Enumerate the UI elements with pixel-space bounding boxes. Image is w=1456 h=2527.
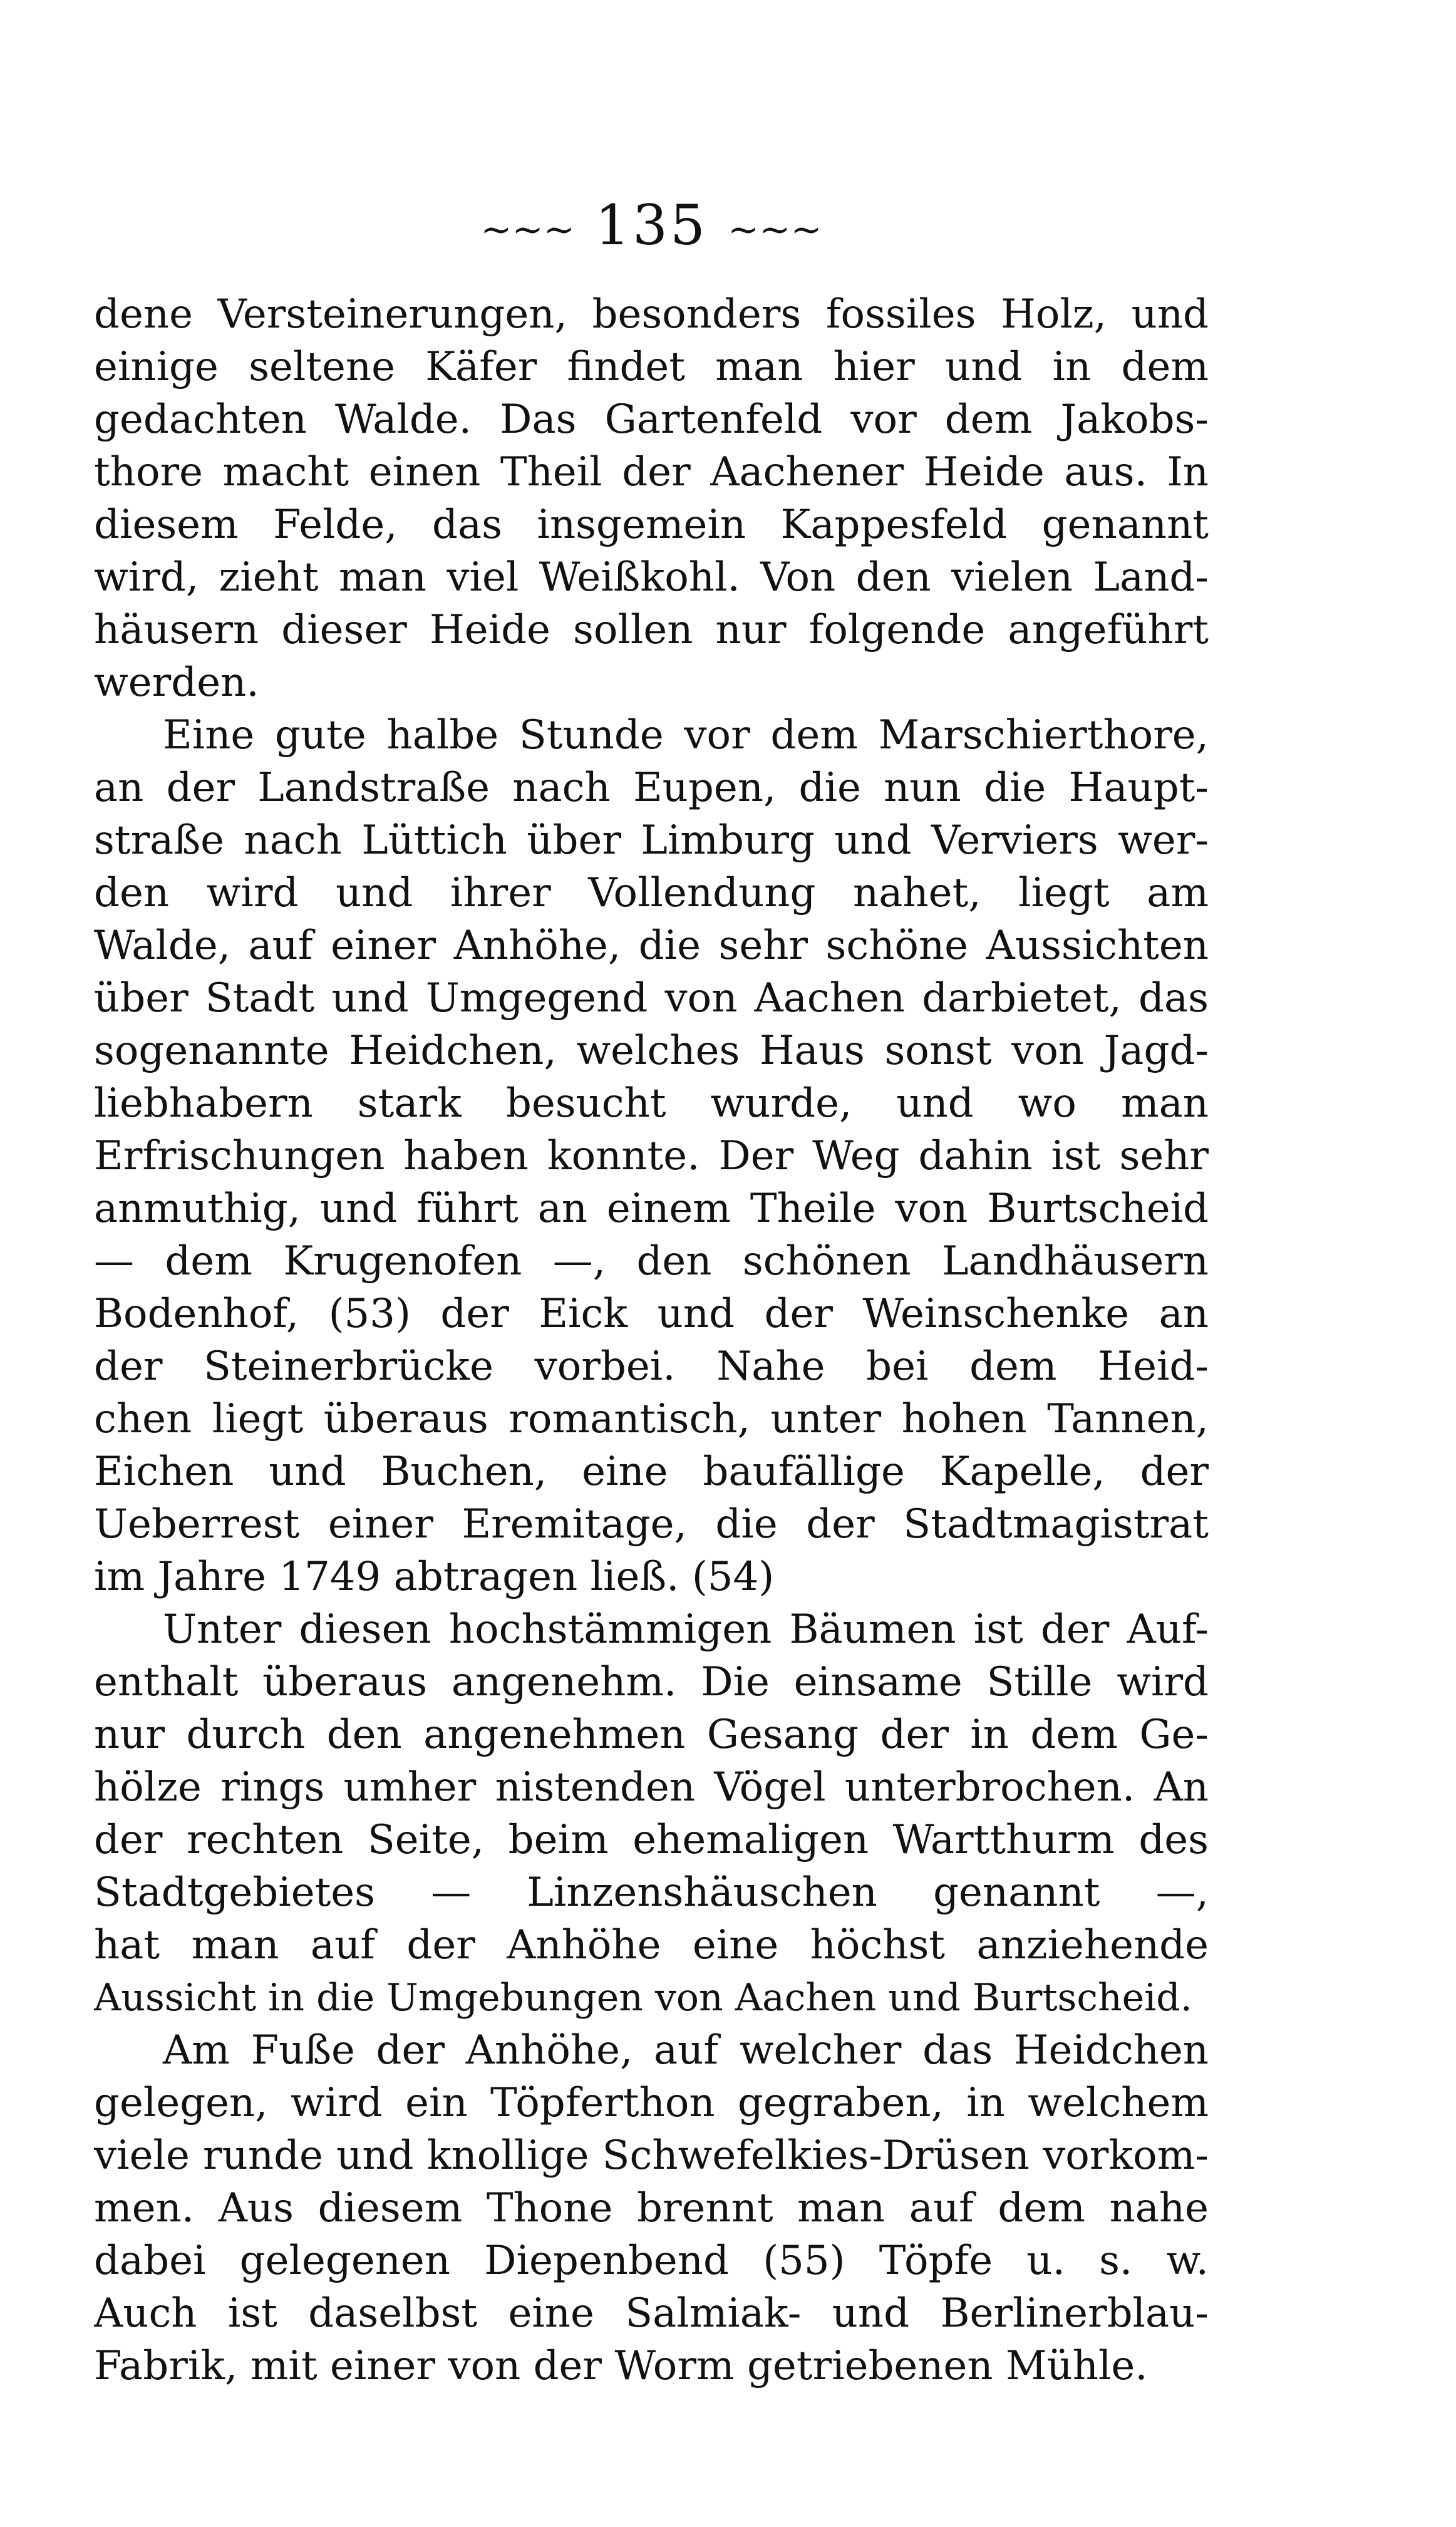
text-line: über Stadt und Umgegend von Aachen darbietet, das — [94, 975, 1209, 1021]
text-line: der rechten Seite, beim ehemaligen Wartthurm des — [94, 1817, 1209, 1863]
text-line: Am Fuße der Anhöhe, auf welcher das Heidchen — [163, 2027, 1209, 2074]
header-ornament-right: ~~~ — [727, 208, 822, 252]
text-line: Bodenhof, (53) der Eick und der Weinschenke an — [94, 1291, 1209, 1337]
text-line: Erfrischungen haben konnte. Der Weg dahin ist sehr — [94, 1133, 1209, 1179]
text-line: nur durch den angenehmen Gesang der in dem Ge- — [94, 1712, 1209, 1758]
text-line: viele runde und knollige Schwefelkies-Drüsen vorkom- — [94, 2132, 1209, 2179]
text-line: im Jahre 1749 abtragen ließ. (54) — [94, 1554, 775, 1600]
text-line: men. Aus diesem Thone brennt man auf dem nahe — [94, 2185, 1209, 2231]
text-line: anmuthig, und führt an einem Theile von Burtscheid — [94, 1186, 1209, 1232]
text-line: straße nach Lüttich über Limburg und Verviers wer- — [94, 817, 1209, 864]
text-line: wird, zieht man viel Weißkohl. Von den vielen Land- — [94, 554, 1209, 601]
text-line: — dem Krugenofen —, den schönen Landhäusern — [94, 1238, 1209, 1284]
body-text — [94, 288, 1209, 2392]
text-line: liebhabern stark besucht wurde, und wo man — [94, 1080, 1209, 1127]
text-line: einige seltene Käfer findet man hier und in dem — [94, 344, 1209, 390]
text-line: an der Landstraße nach Eupen, die nun die Haupt- — [94, 765, 1209, 811]
text-line: Eine gute halbe Stunde vor dem Marschierthore, — [163, 712, 1209, 758]
text-line: Walde, auf einer Anhöhe, die sehr schöne Aussichten — [94, 922, 1209, 969]
text-line: Ueberrest einer Eremitage, die der Stadtmagistrat — [94, 1501, 1209, 1548]
text-line: häusern dieser Heide sollen nur folgende angeführt — [94, 607, 1209, 653]
text-line: Auch ist daselbst eine Salmiak- und Berlinerblau- — [94, 2290, 1209, 2337]
text-line: werden. — [94, 659, 259, 706]
text-line: Fabrik, mit einer von der Worm getriebenen Mühle. — [94, 2343, 1148, 2389]
text-line: dabei gelegenen Diepenbend (55) Töpfe u. s. w. — [94, 2238, 1209, 2284]
book-page — [94, 188, 1209, 2392]
text-line: chen liegt überaus romantisch, unter hohen Tannen, — [94, 1396, 1209, 1442]
text-line: der Steinerbrücke vorbei. Nahe bei dem Heid- — [94, 1343, 1209, 1390]
text-line: thore macht einen Theil der Aachener Heide aus. In — [94, 449, 1209, 495]
text-line: dene Versteinerungen, besonders fossiles Holz, und — [94, 291, 1209, 338]
text-line: Aussicht in die Umgebungen von Aachen und Burtscheid. — [94, 1976, 1192, 2020]
text-line: gelegen, wird ein Töpferthon gegraben, in welchem — [94, 2080, 1209, 2126]
text-line: gedachten Walde. Das Gartenfeld vor dem Jakobs- — [94, 396, 1209, 443]
text-line: enthalt überaus angenehm. Die einsame Stille wird — [94, 1659, 1209, 1705]
page-header — [94, 188, 1209, 263]
text-line: Stadtgebietes — Linzenshäuschen genannt —, — [94, 1869, 1209, 1916]
text-line: sogenannte Heidchen, welches Haus sonst von Jagd- — [94, 1028, 1209, 1074]
text-line: hölze rings umher nistenden Vögel unterbrochen. An — [94, 1764, 1209, 1811]
text-line: hat man auf der Anhöhe eine höchst anziehende — [94, 1922, 1209, 1968]
text-line: den wird und ihrer Vollendung nahet, liegt am — [94, 870, 1209, 916]
page-number: 135 — [595, 193, 708, 257]
header-ornament-left: ~~~ — [480, 208, 576, 252]
text-line: Unter diesen hochstämmigen Bäumen ist der Auf- — [163, 1606, 1209, 1653]
text-line: diesem Felde, das insgemein Kappesfeld genannt — [94, 502, 1209, 548]
text-line: Eichen und Buchen, eine baufällige Kapelle, der — [94, 1449, 1209, 1495]
